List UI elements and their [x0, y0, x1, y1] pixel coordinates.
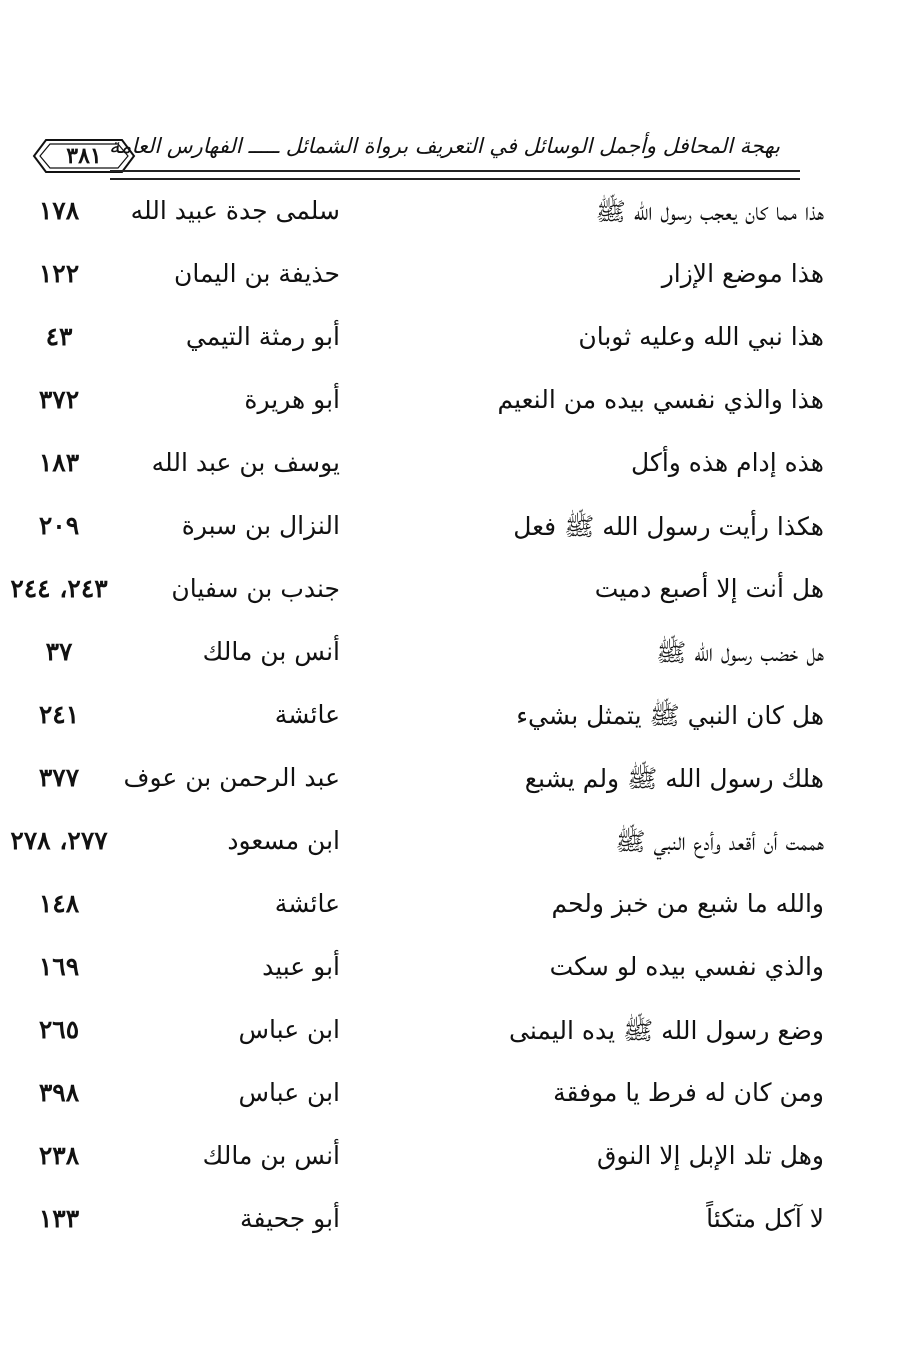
hadith-phrase: والله ما شبع من خبز ولحم [551, 889, 824, 918]
page-reference: ٢٤٣، ٢٤٤ [10, 574, 108, 603]
page-reference: ٣٧ [45, 637, 73, 666]
narrator-name: أبو عبيد [262, 952, 340, 981]
hadith-phrase: هل أنت إلا أصبع دميت [594, 574, 824, 603]
index-row [0, 883, 902, 946]
narrator-name: أبو هريرة [244, 385, 340, 414]
page-reference: ٢٣٨ [38, 1141, 80, 1170]
narrator-name: يوسف بن عبد الله [151, 448, 340, 477]
hadith-phrase: لا آكل متكئاً [706, 1204, 824, 1233]
index-row [0, 1072, 902, 1135]
page-reference: ٢٠٩ [38, 511, 80, 540]
narrator-name: أنس بن مالك [202, 637, 340, 666]
index-row [0, 631, 902, 694]
page-reference: ٣٧٢ [38, 385, 80, 414]
page-reference: ١٧٨ [38, 196, 80, 225]
hadith-phrase: هذه إدام هذه وأكل [630, 448, 824, 477]
hadith-phrase: هممت أن أقعد وأدع النبي ﷺ [615, 827, 824, 856]
index-row [0, 694, 902, 757]
narrator-name: ابن عباس [238, 1078, 340, 1107]
narrator-name: عائشة [274, 889, 340, 918]
index-row [0, 505, 902, 568]
narrator-name: النزال بن سبرة [181, 511, 340, 540]
hadith-phrase: هل كان النبي ﷺ يتمثل بشيء [516, 701, 824, 730]
page-reference: ١٨٣ [38, 448, 80, 477]
index-row [0, 190, 902, 253]
narrator-name: أبو جحيفة [240, 1204, 340, 1233]
hadith-phrase: هل خضب رسول الله ﷺ [656, 638, 824, 667]
hadith-phrase: وهل تلد الإبل إلا النوق [596, 1141, 824, 1170]
page-reference: ١٣٣ [38, 1204, 80, 1233]
narrator-name: أنس بن مالك [202, 1141, 340, 1170]
page-reference: ١٤٨ [38, 889, 80, 918]
narrator-name: ابن مسعود [227, 826, 340, 855]
hadith-phrase: وضع رسول الله ﷺ يده اليمنى [508, 1016, 824, 1045]
hadith-phrase: هذا والذي نفسي بيده من النعيم [497, 385, 824, 414]
hadith-phrase: هذا نبي الله وعليه ثوبان [578, 322, 824, 351]
narrator-name: حذيفة بن اليمان [173, 259, 340, 288]
index-row [0, 253, 902, 316]
page-reference: ٤٣ [45, 322, 73, 351]
hadith-phrase: هذا مما كان يعجب رسول الله ﷺ [595, 197, 824, 226]
narrator-name: أبو رمثة التيمي [185, 322, 340, 351]
index-row [0, 1135, 902, 1198]
page-reference: ٢٤١ [38, 700, 80, 729]
hadith-phrase: هلك رسول الله ﷺ ولم يشبع [524, 764, 824, 793]
index-row [0, 946, 902, 1009]
index-row [0, 820, 902, 883]
index-row [0, 316, 902, 379]
narrator-name: عبد الرحمن بن عوف [123, 763, 340, 792]
page-reference: ٢٧٧، ٢٧٨ [10, 826, 108, 855]
index-row [0, 1009, 902, 1072]
narrator-name: عائشة [274, 700, 340, 729]
page-reference: ٣٧٧ [38, 763, 80, 792]
index-row [0, 442, 902, 505]
hadith-phrase: هذا موضع الإزار [661, 259, 824, 288]
page-reference: ٢٦٥ [38, 1015, 80, 1044]
page-reference: ١٢٢ [38, 259, 80, 288]
hadith-phrase: هكذا رأيت رسول الله ﷺ فعل [513, 512, 824, 541]
hadith-phrase: والذي نفسي بيده لو سكت [549, 952, 824, 981]
index-row [0, 1198, 902, 1261]
narrator-name: جندب بن سفيان [171, 574, 340, 603]
index-entries [0, 190, 902, 1261]
page-reference: ١٦٩ [38, 952, 80, 981]
index-row [0, 568, 902, 631]
running-title: بهجة المحافل وأجمل الوسائل في التعريف برواة الشمائل ـــــ الفهارس العامة [108, 134, 780, 158]
index-row [0, 757, 902, 820]
header-divider [110, 170, 800, 180]
hadith-phrase: ومن كان له فرط يا موفقة [553, 1078, 824, 1107]
page-reference: ٣٩٨ [38, 1078, 80, 1107]
index-row [0, 379, 902, 442]
narrator-name: ابن عباس [238, 1015, 340, 1044]
page-number: ٣٨١ [66, 143, 102, 169]
narrator-name: سلمى جدة عبيد الله [130, 196, 340, 225]
